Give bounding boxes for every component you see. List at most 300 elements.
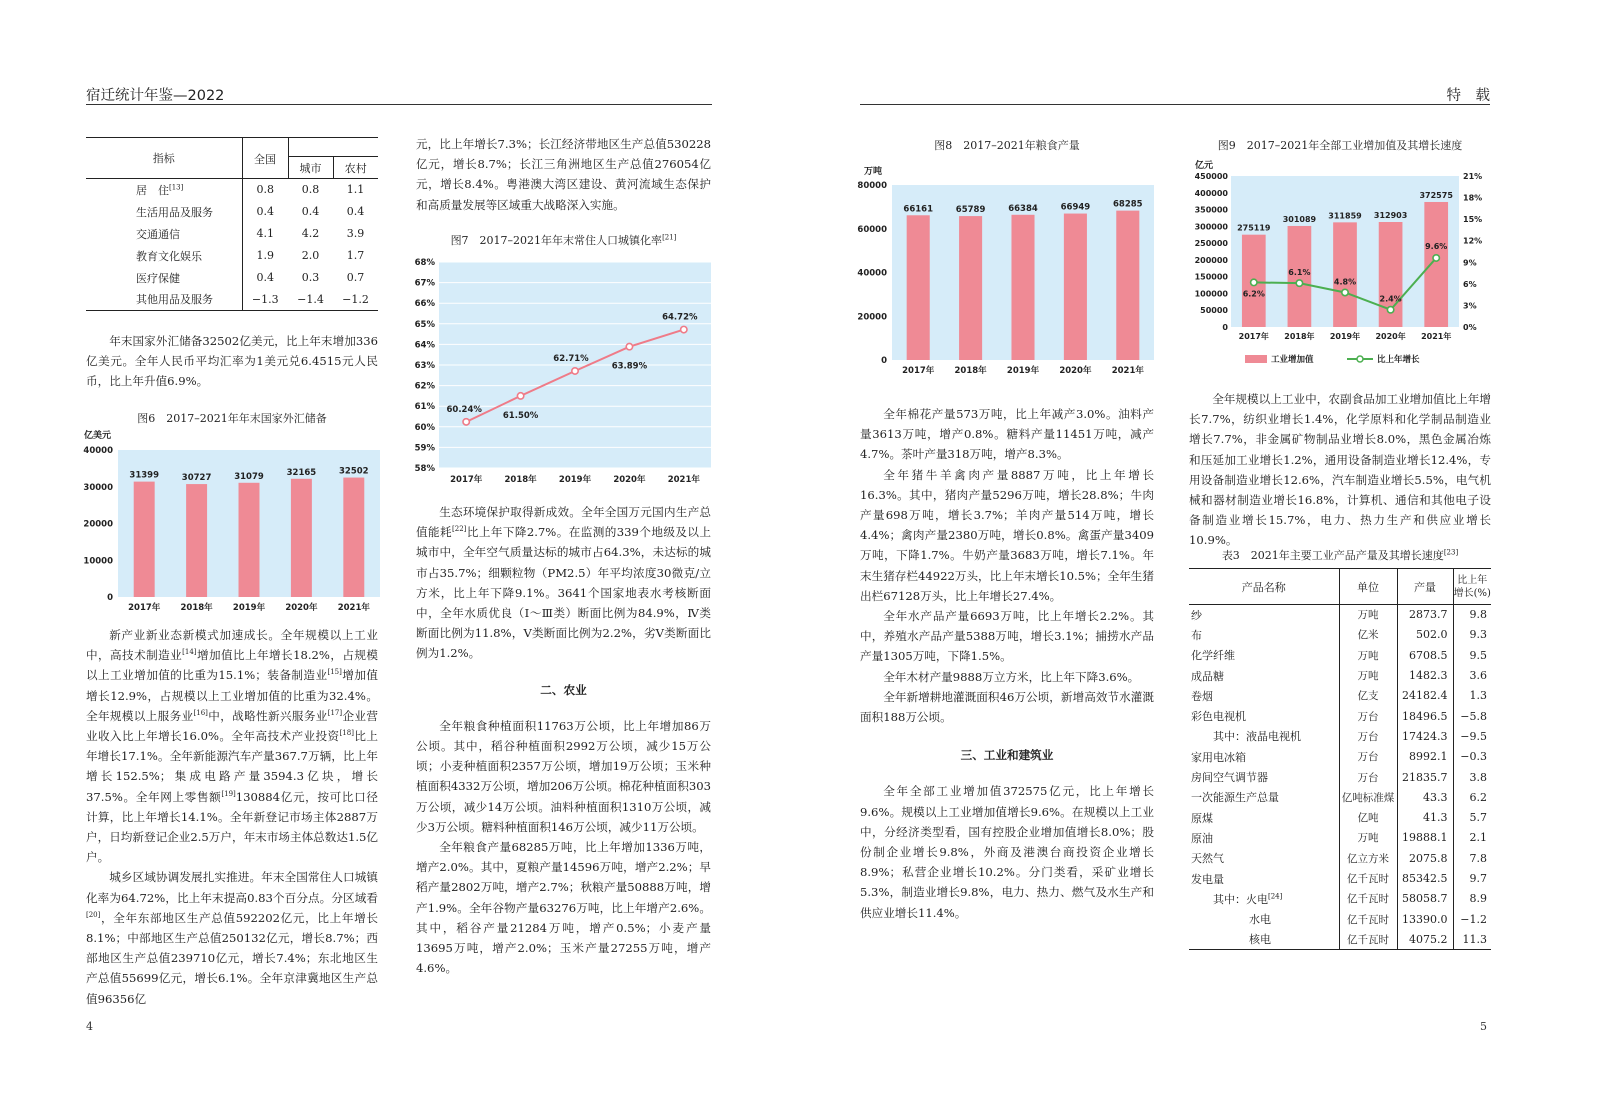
t3-row-name-text: 原油 <box>1191 831 1213 845</box>
y-tick-label: 200000 <box>1194 255 1228 265</box>
t3-cell-growth: 3.8 <box>1469 770 1487 784</box>
t3-row-name <box>1189 767 1339 787</box>
bar <box>1011 215 1034 360</box>
cpi-row <box>86 245 378 267</box>
y2-tick-label: 15% <box>1463 215 1483 225</box>
x-tick-label: 2020年 <box>1059 366 1092 376</box>
t3-row-name-text: 家用电冰箱 <box>1191 750 1246 764</box>
growth-label: 6.1% <box>1288 268 1311 278</box>
t3-cell-growth: 3.6 <box>1469 669 1487 683</box>
y-tick-label: 400000 <box>1194 188 1228 198</box>
industrial-products-body <box>1189 605 1491 950</box>
cpi-cell-rural: 1.7 <box>346 249 365 262</box>
bar-value-label: 312903 <box>1373 211 1408 221</box>
bar-value-label: 66949 <box>1060 202 1091 213</box>
bar <box>343 478 364 597</box>
para-new-industry-t7: 130884亿元，按可比口径计算，比上年增长14.1%。全年新登记市场主体2887万户，日均新登记企业2.5万户，年末市场主体总数达1.5亿户。 <box>86 789 378 865</box>
t3-row-name <box>1189 605 1339 625</box>
t3-cell-output: 19888.1 <box>1397 828 1453 848</box>
t3-row-name-text: 化学纤维 <box>1191 649 1235 663</box>
t3-cell-unit: 亿千瓦时 <box>1339 909 1397 929</box>
t3-row <box>1189 747 1491 767</box>
t3-cell-unit: 万台 <box>1339 767 1397 787</box>
t3-cell-unit: 亿千瓦时 <box>1339 868 1397 888</box>
cpi-row-name <box>86 223 242 245</box>
t3-header-name: 产品名称 <box>1189 569 1339 605</box>
cpi-cell-national: 0.4 <box>256 205 274 218</box>
bar-value-label: 301089 <box>1282 214 1317 224</box>
t3-cell-growth: 11.3 <box>1453 929 1491 949</box>
bar <box>1424 202 1448 327</box>
para-new-industry-t4: 中，战略性新兴服务业 <box>207 708 328 723</box>
bar <box>1333 222 1357 327</box>
t3-row <box>1189 807 1491 827</box>
para-new-industry-t5: 企业营业收入比上年增长16.0%。全年高技术产业投资 <box>86 708 378 744</box>
para-forex: 年末国家外汇储备32502亿美元，比上年末增加336亿美元。全年人民币平均汇率为1美元兑6.4515元人民币，比上年升值6.9%。 <box>86 334 378 389</box>
t3-cell-output: 18496.5 <box>1397 706 1453 726</box>
t3-row-name <box>1189 929 1339 949</box>
cpi-table <box>86 137 378 311</box>
t3-cell-growth: 1.3 <box>1469 689 1487 703</box>
legend-bar-swatch <box>1245 355 1267 363</box>
header-rule-left <box>86 104 712 105</box>
t3-row <box>1189 665 1491 685</box>
t3-cell-output: 1482.3 <box>1397 665 1453 685</box>
bar-value-label: 31079 <box>234 471 264 482</box>
t3-row-name <box>1189 665 1339 685</box>
running-header-left: 宿迁统计年鉴—2022 <box>86 88 225 104</box>
footnote-ref: [18] <box>339 729 354 738</box>
y-tick-label: 60% <box>414 422 435 433</box>
x-tick-label: 2018年 <box>180 603 213 613</box>
y2-tick-label: 12% <box>1463 236 1483 246</box>
x-tick-label: 2021年 <box>1421 332 1452 341</box>
para-eco-b: 比上年下降2.7%。在监测的339个地级及以上城市中，全年空气质量达标的城市占64.3%，未达标的城市占35.7%；细颗粒物（PM2.5）年平均浓度30微克/立方米，比上年下降9.1%。3641个国家地表水考核断面中，全年水质优良（Ⅰ～Ⅲ类）断面比例为84.9%，Ⅳ类断面比例为11.8%，Ⅴ类断面比例为2.2%，劣Ⅴ类断面比例为1.2%。 <box>416 525 711 661</box>
y-tick-label: 20000 <box>83 519 113 530</box>
cpi-row-name <box>86 289 242 311</box>
x-tick-label: 2018年 <box>1284 332 1315 341</box>
fig7-chart <box>407 252 713 488</box>
para-eco-a: 生态环境保护取得新成效。全年全国万元国内生产总值能耗 <box>416 505 711 540</box>
y-tick-label: 63% <box>414 361 435 371</box>
t3-row-name-text: 发电量 <box>1191 872 1224 886</box>
t3-row-name-text: 水电 <box>1249 913 1271 927</box>
bar <box>1064 214 1087 360</box>
t3-cell-unit: 万吨 <box>1339 665 1397 685</box>
t3-cell-output: 17424.3 <box>1397 726 1453 746</box>
y-tick-label: 250000 <box>1194 239 1228 249</box>
y2-tick-label: 9% <box>1463 258 1477 268</box>
t3-cell-output: 4075.2 <box>1397 929 1453 949</box>
bar-value-label: 32165 <box>286 467 317 478</box>
cpi-row-name-text: 居 住 <box>136 183 169 197</box>
cpi-cell-city: 0.4 <box>301 205 320 218</box>
running-header-right: 特 载 <box>1446 88 1490 104</box>
y-tick-label: 0 <box>107 593 113 603</box>
footnote-ref: [19] <box>221 789 236 798</box>
t3-row <box>1189 706 1491 726</box>
data-point <box>463 419 469 425</box>
t3-row-name-text: 卷烟 <box>1191 689 1213 703</box>
para-wood: 全年木材产量9888万立方米，比上年下降3.6%。 <box>883 669 1140 684</box>
x-tick-label: 2019年 <box>1006 366 1040 376</box>
footnote-ref: [24] <box>1268 892 1283 901</box>
bar-value-label: 30727 <box>181 473 212 484</box>
cpi-cell-national: −1.3 <box>242 289 288 311</box>
t3-row-name <box>1189 686 1339 706</box>
t3-row-name <box>1189 909 1339 929</box>
t3-cell-unit: 亿千瓦时 <box>1339 889 1397 909</box>
y-tick-label: 61% <box>414 402 435 413</box>
cpi-cell-city: 4.2 <box>301 227 320 240</box>
y-tick-label: 50000 <box>1200 306 1228 316</box>
cpi-row <box>86 223 378 245</box>
t3-row-name <box>1189 726 1339 746</box>
cpi-cell-city: −1.4 <box>288 289 333 311</box>
para-industry-sectors: 全年规模以上工业中，农副食品加工业增加值比上年增长7.7%，纺织业增长1.4%，化学原料和化学制品制造业增长7.7%，非金属矿物制品业增长8.0%，黑色金属冶炼和压延加工业增长1.2%，通用设备制造业增长12.4%，专用设备制造业增长12.6%，汽车制造业增长5.5%，电气机械和器材制造业增长16.8%，计算机、通信和其他电子设备制造业增长15.7%，电力、热力生产和供应业增长10.9%。 <box>1189 392 1491 548</box>
left-col2-text-bottom <box>416 502 711 978</box>
y-tick-label: 100000 <box>1194 289 1228 299</box>
y-tick-label: 66% <box>414 299 435 310</box>
t3-row-name-text: 核电 <box>1249 933 1271 947</box>
left-col2-text-top <box>416 134 711 215</box>
para-urban-t1: 城乡区域协调发展扎实推进。年末全国常住人口城镇化率为64.72%，比上年末提高0.83个百分点。分区域看 <box>86 870 378 905</box>
cpi-header-rural: 农村 <box>333 157 378 179</box>
x-tick-label: 2017年 <box>128 603 161 613</box>
t3-row-name-text: 房间空气调节器 <box>1191 771 1268 785</box>
t3-header-growth <box>1453 569 1491 605</box>
t3-row-name <box>1189 868 1339 888</box>
y-tick-label: 450000 <box>1194 172 1228 181</box>
t3-cell-output: 58058.7 <box>1397 889 1453 909</box>
y2-tick-label: 0% <box>1463 323 1477 332</box>
right-page <box>804 0 1609 1099</box>
cpi-header-city: 城市 <box>288 157 333 179</box>
t3-header-growth-line1: 比上年 <box>1457 574 1488 586</box>
t3-row <box>1189 767 1491 787</box>
t3-cell-output: 43.3 <box>1397 787 1453 807</box>
t3-row-name <box>1189 625 1339 645</box>
para-new-industry-t3: 增加值增长12.9%，占规模以上工业增加值的比重为32.4%。全年规模以上服务业 <box>86 668 378 723</box>
para-agri-output: 全年粮食产量68285万吨，比上年增加1336万吨，增产2.0%。其中，夏粮产量14596万吨，增产2.2%；早稻产量2802万吨，增产2.7%；秋粮产量50888万吨，增产1.9%。全年谷物产量63276万吨，比上年增产2.6%。其中，稻谷产量21284万吨，增产0.5%；小麦产量13695万吨，增产2.0%；玉米产量27255万吨，增产4.6%。 <box>416 840 711 976</box>
y2-tick-label: 18% <box>1463 193 1483 203</box>
t3-row-name-text: 其中：液晶电视机 <box>1213 730 1301 744</box>
growth-point <box>1251 279 1257 285</box>
bar <box>186 484 207 597</box>
t3-cell-output: 85342.5 <box>1397 868 1453 888</box>
para-cotton: 全年棉花产量573万吨，比上年减产3.0%。油料产量3613万吨，增产0.8%。糖料产量11451万吨，减产4.7%。茶叶产量318万吨，增产8.3%。 <box>860 407 1154 462</box>
x-tick-label: 2021年 <box>1111 366 1144 376</box>
x-tick-label: 2021年 <box>667 475 700 485</box>
footnote-ref: [20] <box>86 910 101 919</box>
t3-row <box>1189 848 1491 868</box>
t3-cell-growth: 6.2 <box>1469 790 1487 804</box>
y-axis-unit: 亿元 <box>1195 161 1214 171</box>
t3-cell-unit: 亿千瓦时 <box>1339 929 1397 949</box>
bar <box>239 483 260 597</box>
t3-row <box>1189 909 1491 929</box>
y-tick-label: 20000 <box>857 312 887 323</box>
left-page <box>0 0 804 1099</box>
footnote-ref: [13] <box>169 183 184 192</box>
t3-cell-output: 21835.7 <box>1397 767 1453 787</box>
bar-value-label: 68285 <box>1113 199 1143 210</box>
cpi-cell-national: 4.1 <box>256 227 274 240</box>
t3-row-name <box>1189 807 1339 827</box>
cpi-header-indicator: 指标 <box>86 138 242 179</box>
y-tick-label: 65% <box>414 319 435 330</box>
cpi-row <box>86 179 378 201</box>
footnote-ref: [15] <box>327 668 342 677</box>
t3-row-name <box>1189 747 1339 767</box>
cpi-cell-rural: 3.9 <box>346 227 365 240</box>
t3-cell-growth: 5.7 <box>1469 811 1487 825</box>
fig8-chart <box>856 160 1156 382</box>
t3-cell-output: 502.0 <box>1397 625 1453 645</box>
x-tick-label: 2021年 <box>337 603 370 613</box>
t3-cell-output: 41.3 <box>1397 807 1453 827</box>
footnote-ref: [23] <box>1443 548 1459 557</box>
bar <box>134 482 155 597</box>
t3-row-name-text: 布 <box>1191 628 1202 642</box>
t3-cell-growth: 9.8 <box>1469 608 1487 622</box>
bar-value-label: 275119 <box>1237 223 1271 233</box>
cpi-cell-city: 2.0 <box>301 249 320 262</box>
t3-cell-output: 2873.7 <box>1397 605 1453 625</box>
cpi-cell-city: 0.8 <box>301 183 320 197</box>
t3-row-name-text: 原煤 <box>1191 811 1213 825</box>
data-label: 63.89% <box>611 361 648 372</box>
t3-row-name <box>1189 706 1339 726</box>
growth-label: 9.6% <box>1425 241 1448 251</box>
t3-cell-growth: −9.5 <box>1460 729 1487 743</box>
x-tick-label: 2019年 <box>232 603 266 613</box>
bar-value-label: 65789 <box>955 205 986 216</box>
t3-cell-output: 2075.8 <box>1397 848 1453 868</box>
t3-cell-growth: 9.7 <box>1469 872 1487 885</box>
cpi-cell-national: 0.4 <box>256 271 274 284</box>
table3-caption-text: 表3 2021年主要工业产品产量及其增长速度 <box>1221 549 1444 562</box>
y-tick-label: 40000 <box>83 446 113 456</box>
para-irrigation: 全年新增耕地灌溉面积46万公顷，新增高效节水灌溉面积188万公顷。 <box>860 689 1154 725</box>
para-urban-t2: ，全年东部地区生产总值592202亿元，比上年增长8.1%；中部地区生产总值250132亿元，增长8.7%；西部地区生产总值239710亿元，增长7.4%；东北地区生产总值55699亿元，增长6.1%。全年京津冀地区生产总值96356亿 <box>86 910 378 1006</box>
section-heading-agriculture: 二、农业 <box>540 682 587 697</box>
t3-row <box>1189 868 1491 888</box>
x-tick-label: 2018年 <box>954 366 987 376</box>
y-tick-label: 10000 <box>83 556 113 567</box>
y2-tick-label: 21% <box>1463 172 1483 181</box>
page-number-left: 4 <box>86 1020 93 1033</box>
t3-row <box>1189 625 1491 645</box>
y-tick-label: 67% <box>414 278 435 289</box>
y-tick-label: 40000 <box>857 268 887 279</box>
cpi-header-spacer <box>288 138 378 157</box>
t3-cell-growth: 8.9 <box>1469 892 1487 906</box>
cpi-row-name-text: 交通通信 <box>136 227 180 241</box>
t3-row-name-text: 彩色电视机 <box>1191 710 1246 724</box>
t3-row <box>1189 787 1491 807</box>
legend-bar-label: 工业增加值 <box>1271 355 1314 365</box>
y-tick-label: 150000 <box>1194 272 1228 282</box>
t3-cell-unit: 亿支 <box>1339 686 1397 706</box>
t3-cell-unit: 万吨 <box>1339 605 1397 625</box>
fig6-caption: 图6 2017–2021年年末国家外汇储备 <box>137 412 327 425</box>
left-col1-text-bottom <box>86 625 378 1009</box>
fig7-caption-text: 图7 2017–2021年年末常住人口城镇化率 <box>450 234 663 247</box>
y-tick-label: 0 <box>881 356 887 366</box>
legend-line-label: 比上年增长 <box>1377 355 1420 365</box>
y-tick-label: 59% <box>414 443 435 454</box>
t3-row <box>1189 645 1491 665</box>
para-meat: 全年猪牛羊禽肉产量8887万吨，比上年增长16.3%。其中，猪肉产量5296万吨，增长28.8%；牛肉产量698万吨，增长3.7%；羊肉产量514万吨，增长4.4%；禽肉产量2380万吨，增长0.8%。禽蛋产量3409万吨，下降1.7%。牛奶产量3683万吨，增长7.1%。年末生猪存栏44922万头，比上年末增长10.5%；全年生猪出栏67128万头，比上年增长27.4%。 <box>860 467 1154 603</box>
data-label: 60.24% <box>446 404 482 415</box>
t3-row <box>1189 929 1491 949</box>
growth-label: 4.8% <box>1333 277 1357 287</box>
t3-cell-unit: 万吨 <box>1339 645 1397 665</box>
cpi-row <box>86 267 378 289</box>
para-region-cont: 元，比上年增长7.3%；长江经济带地区生产总值530228亿元，增长8.7%；长江三角洲地区生产总值276054亿元，增长8.4%。粤港澳大湾区建设、黄河流域生态保护和高质量发展等区域重大战略深入实施。 <box>416 137 711 212</box>
footnote-ref: [17] <box>327 708 343 717</box>
cpi-row-name-text: 教育文化娱乐 <box>136 249 202 263</box>
cpi-cell-rural: −1.2 <box>333 289 378 311</box>
y-tick-label: 350000 <box>1194 205 1228 215</box>
x-tick-label: 2020年 <box>613 475 646 485</box>
t3-row-name <box>1189 828 1339 848</box>
y2-tick-label: 3% <box>1463 301 1477 311</box>
fig9-chart <box>1183 156 1493 372</box>
bar <box>291 479 312 597</box>
footnote-ref: [21] <box>662 233 677 242</box>
cpi-row-name <box>86 245 242 267</box>
growth-label: 6.2% <box>1242 289 1265 299</box>
t3-cell-unit: 万台 <box>1339 726 1397 746</box>
industrial-products-table <box>1189 568 1491 950</box>
t3-cell-output: 13390.0 <box>1397 909 1453 929</box>
cpi-row-name-text: 其他用品及服务 <box>136 293 213 307</box>
t3-cell-unit: 万台 <box>1339 747 1397 767</box>
table3-caption <box>1189 547 1491 563</box>
cpi-cell-national: 0.8 <box>256 183 274 197</box>
t3-cell-unit: 亿立方米 <box>1339 848 1397 868</box>
t3-cell-growth: 2.1 <box>1469 831 1487 845</box>
x-tick-label: 2019年 <box>1329 332 1361 341</box>
bar <box>907 215 930 360</box>
t3-cell-unit: 亿吨 <box>1339 807 1397 827</box>
fig9-caption: 图9 2017–2021年全部工业增加值及其增长速度 <box>1217 139 1463 152</box>
t3-cell-output: 8992.1 <box>1397 747 1453 767</box>
x-tick-label: 2017年 <box>902 366 935 376</box>
t3-cell-growth: −1.2 <box>1460 912 1487 926</box>
footnote-ref: [16] <box>193 708 208 717</box>
t3-cell-output: 6708.5 <box>1397 645 1453 665</box>
y-tick-label: 60000 <box>857 224 887 235</box>
x-tick-label: 2020年 <box>285 603 318 613</box>
y-tick-label: 64% <box>414 340 435 351</box>
t3-row-name-text: 其中：火电 <box>1213 892 1268 906</box>
t3-header-unit: 单位 <box>1339 569 1397 605</box>
cpi-cell-city: 0.3 <box>301 271 320 284</box>
y-tick-label: 62% <box>414 381 435 392</box>
y2-tick-label: 6% <box>1463 279 1477 289</box>
y-axis-unit: 万吨 <box>864 167 883 177</box>
fig6-chart <box>82 428 382 614</box>
t3-row <box>1189 889 1491 909</box>
t3-row-name-text: 一次能源生产总量 <box>1191 791 1279 805</box>
bar-value-label: 311859 <box>1328 211 1362 221</box>
t3-cell-unit: 亿米 <box>1339 625 1397 645</box>
cpi-header-national: 全国 <box>242 138 288 179</box>
y-axis-unit: 亿美元 <box>84 431 112 441</box>
para-eco <box>416 502 711 664</box>
t3-cell-growth: −0.3 <box>1460 750 1487 764</box>
t3-header-growth-line2: 增长(%) <box>1453 587 1491 599</box>
cpi-cell-rural: 0.4 <box>346 205 365 218</box>
bar <box>959 216 982 360</box>
left-col1-text-top <box>86 331 378 392</box>
page-number-right: 5 <box>1480 1020 1487 1033</box>
section-heading-industry: 三、工业和建筑业 <box>960 748 1054 763</box>
y-tick-label: 80000 <box>857 181 887 191</box>
para-new-industry-t1: 新产业新业态新模式加速成长。全年规模以上工业中，高技术制造业 <box>86 628 378 663</box>
cpi-row-name-text: 医疗保健 <box>136 271 180 285</box>
t3-cell-unit: 万台 <box>1339 706 1397 726</box>
x-tick-label: 2019年 <box>558 475 592 485</box>
fig7-caption <box>416 232 711 248</box>
t3-row-name <box>1189 889 1339 909</box>
para-new-industry <box>86 625 378 867</box>
cpi-row <box>86 289 378 311</box>
bar-value-label: 31399 <box>129 470 159 481</box>
para-agri-area: 全年粮食种植面积11763万公顷，比上年增加86万公顷。其中，稻谷种植面积2992万公顷，减少15万公顷；小麦种植面积2357万公顷，增加19万公顷；玉米种植面积4332万公顷，增加206万公顷。棉花种植面积303万公顷，减少14万公顷。油料种植面积1310万公顷，减少3万公顷。糖料种植面积146万公顷，减少11万公顷。 <box>416 718 711 834</box>
bar <box>1116 211 1139 360</box>
cpi-cell-national: 1.9 <box>256 249 274 262</box>
bar-value-label: 32502 <box>339 466 369 477</box>
data-point <box>681 326 687 332</box>
t3-cell-growth: 9.5 <box>1469 648 1487 662</box>
t3-cell-output: 24182.4 <box>1397 686 1453 706</box>
y-tick-label: 68% <box>414 258 435 268</box>
data-label: 64.72% <box>662 312 698 323</box>
y-tick-label: 0 <box>1222 323 1228 332</box>
para-urban <box>86 867 378 1008</box>
growth-label: 2.4% <box>1379 294 1402 304</box>
t3-row <box>1189 605 1491 625</box>
t3-row-name <box>1189 787 1339 807</box>
y-tick-label: 30000 <box>83 482 113 493</box>
x-tick-label: 2017年 <box>1238 332 1269 341</box>
t3-row-name <box>1189 645 1339 665</box>
bar-value-label: 66384 <box>1008 203 1038 214</box>
cpi-cell-rural: 0.7 <box>346 271 365 284</box>
t3-row <box>1189 726 1491 746</box>
data-label: 62.71% <box>553 353 589 364</box>
cpi-row <box>86 201 378 223</box>
cpi-row-name <box>86 201 242 223</box>
t3-cell-growth: 7.8 <box>1469 851 1487 865</box>
right-col4-text <box>1189 389 1491 551</box>
t3-header-output: 产量 <box>1397 569 1453 605</box>
cpi-table-body <box>86 179 378 311</box>
fig8-caption: 图8 2017–2021年粮食产量 <box>934 139 1080 152</box>
t3-cell-growth: 9.3 <box>1469 628 1487 642</box>
t3-row-name-text: 天然气 <box>1191 852 1224 866</box>
growth-point <box>1342 289 1348 295</box>
x-tick-label: 2017年 <box>450 475 483 485</box>
right-col3-text <box>860 404 1154 923</box>
cpi-row-name <box>86 267 242 289</box>
cpi-cell-rural: 1.1 <box>346 183 365 197</box>
y-tick-label: 300000 <box>1194 222 1228 232</box>
